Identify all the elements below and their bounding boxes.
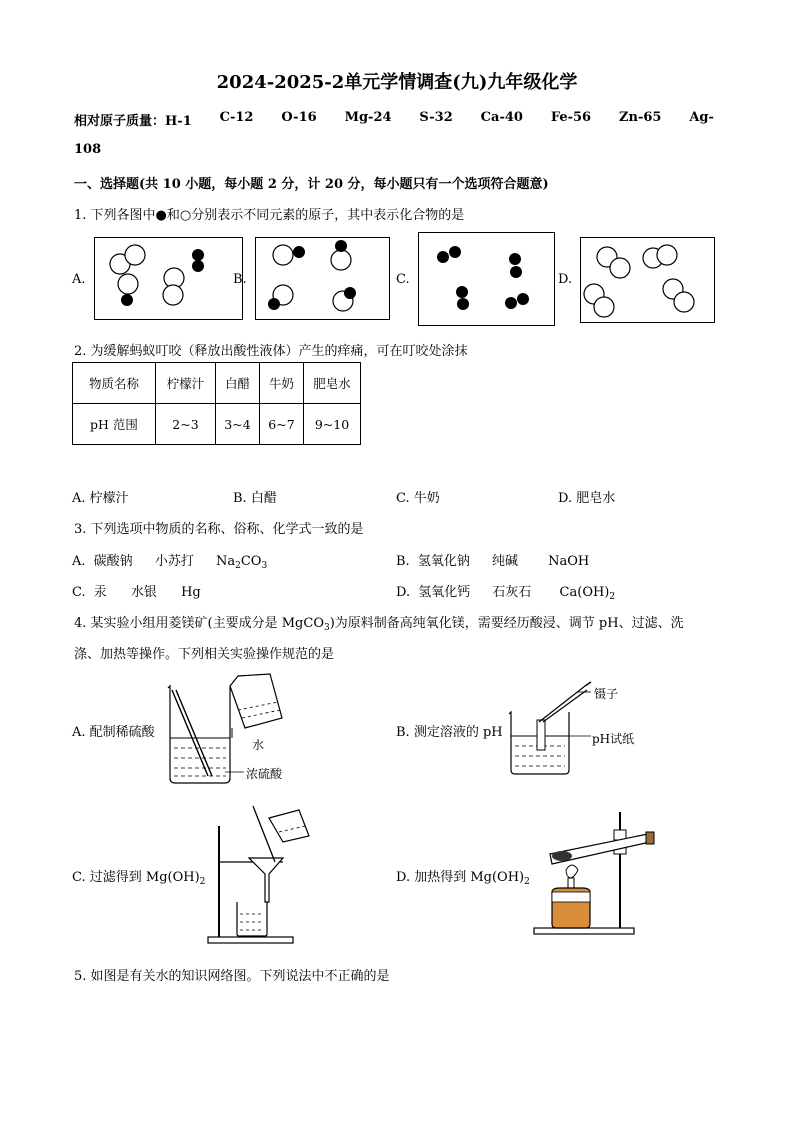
- table-cell: 3~4: [216, 404, 260, 445]
- table-row: [73, 363, 361, 404]
- table-cell: pH 范围: [73, 404, 156, 445]
- table-cell: 肥皂水: [304, 363, 361, 404]
- question-4-stem-line1: 4. 某实验小组用菱镁矿(主要成分是 MgCO$_3$)为原料制备高纯氧化镁，需要经历酸浸、调节 pH、过滤、洗: [74, 616, 684, 633]
- q1-diagram-b: [255, 237, 390, 320]
- table-cell: 柠檬汁: [156, 363, 216, 404]
- q2-option-a: A. 柠檬汁: [72, 491, 129, 506]
- q1-diagram-d: [580, 237, 715, 323]
- question-5-stem: 5. 如图是有关水的知识网络图。下列说法中不正确的是: [74, 969, 390, 984]
- atoms-diagram-b: [256, 238, 389, 319]
- question-3-stem: 3. 下列选项中物质的名称、俗称、化学式一致的是: [74, 522, 364, 537]
- page-title: 2024-2025-2单元学情调查(九)九年级化学: [216, 72, 578, 93]
- table-cell: 2~3: [156, 404, 216, 445]
- filtration-diagram: [205, 802, 315, 947]
- concentrated-acid-label: 浓硫酸: [246, 767, 283, 781]
- atomic-mass-fe: Fe-56: [550, 110, 592, 125]
- atomic-mass-label-and-h: 相对原子质量：H-1: [74, 114, 192, 129]
- q2-option-d: D. 肥皂水: [558, 491, 616, 506]
- q1-option-c-label: C.: [396, 272, 410, 287]
- atomic-mass-c: C-12: [219, 110, 254, 125]
- q4-option-a-label: A. 配制稀硫酸: [72, 725, 155, 740]
- q4-option-c-label: C. 过滤得到 $Mg(OH)_2$: [72, 870, 206, 887]
- q2-option-c: C. 牛奶: [396, 491, 440, 506]
- atomic-mass-mg: Mg-24: [344, 110, 392, 125]
- atomic-mass-ag: Ag-: [689, 110, 714, 125]
- question-4-stem-line2: 涤、加热等操作。下列相关实验操作规范的是: [74, 647, 335, 662]
- q1-diagram-c: [418, 232, 555, 326]
- table-cell: 牛奶: [260, 363, 304, 404]
- table-cell: 6~7: [260, 404, 304, 445]
- q3-option-d: D. 氢氧化钙 石灰石 $Ca(OH)_2$: [396, 585, 616, 602]
- q4-option-b-label: B. 测定溶液的 pH: [396, 725, 503, 740]
- q1-option-b-label: B.: [233, 272, 247, 287]
- atomic-mass-o: O-16: [281, 110, 317, 125]
- atomic-mass-s: S-32: [419, 110, 453, 125]
- table-cell: 9~10: [304, 404, 361, 445]
- ph-paper-label: pH试纸: [592, 732, 635, 746]
- atoms-diagram-c: [419, 233, 554, 325]
- q1-option-a-label: A.: [72, 272, 86, 287]
- table-cell: 白醋: [216, 363, 260, 404]
- atomic-mass-zn: Zn-65: [619, 110, 662, 125]
- q3-option-c: C. 汞 水银 Hg: [72, 585, 201, 600]
- dilute-acid-diagram: [160, 668, 310, 788]
- atoms-diagram-d: [581, 238, 714, 322]
- q1-option-d-label: D.: [558, 272, 573, 287]
- atoms-diagram-a: [95, 238, 242, 319]
- q1-diagram-a: [94, 237, 243, 320]
- q4-option-d-label: D. 加热得到 $Mg(OH)_2$: [396, 870, 530, 887]
- question-2-stem: 2. 为缓解蚂蚁叮咬（释放出酸性液体）产生的痒痛，可在叮咬处涂抹: [74, 344, 468, 359]
- question-1-stem: 1. 下列各图中●和○分别表示不同元素的原子，其中表示化合物的是: [74, 208, 465, 223]
- atomic-mass-continuation: 108: [74, 142, 102, 157]
- heating-diagram: [530, 808, 670, 943]
- section-heading: 一、选择题(共 10 小题，每小题 2 分，计 20 分，每小题只有一个选项符合题意): [74, 177, 549, 192]
- atomic-mass-ca: Ca-40: [480, 110, 523, 125]
- water-label: 水: [252, 738, 265, 752]
- q3-option-b: B. 氢氧化钠 纯碱 NaOH: [396, 554, 590, 569]
- atomic-mass-line: [74, 110, 714, 129]
- q2-option-b: B. 白醋: [233, 491, 277, 506]
- ph-table: [72, 362, 361, 445]
- table-cell: 物质名称: [73, 363, 156, 404]
- table-row: [73, 404, 361, 445]
- q3-option-a: A. 碳酸钠 小苏打 $Na_2CO_3$: [72, 554, 268, 571]
- tweezers-label: 镊子: [594, 687, 619, 701]
